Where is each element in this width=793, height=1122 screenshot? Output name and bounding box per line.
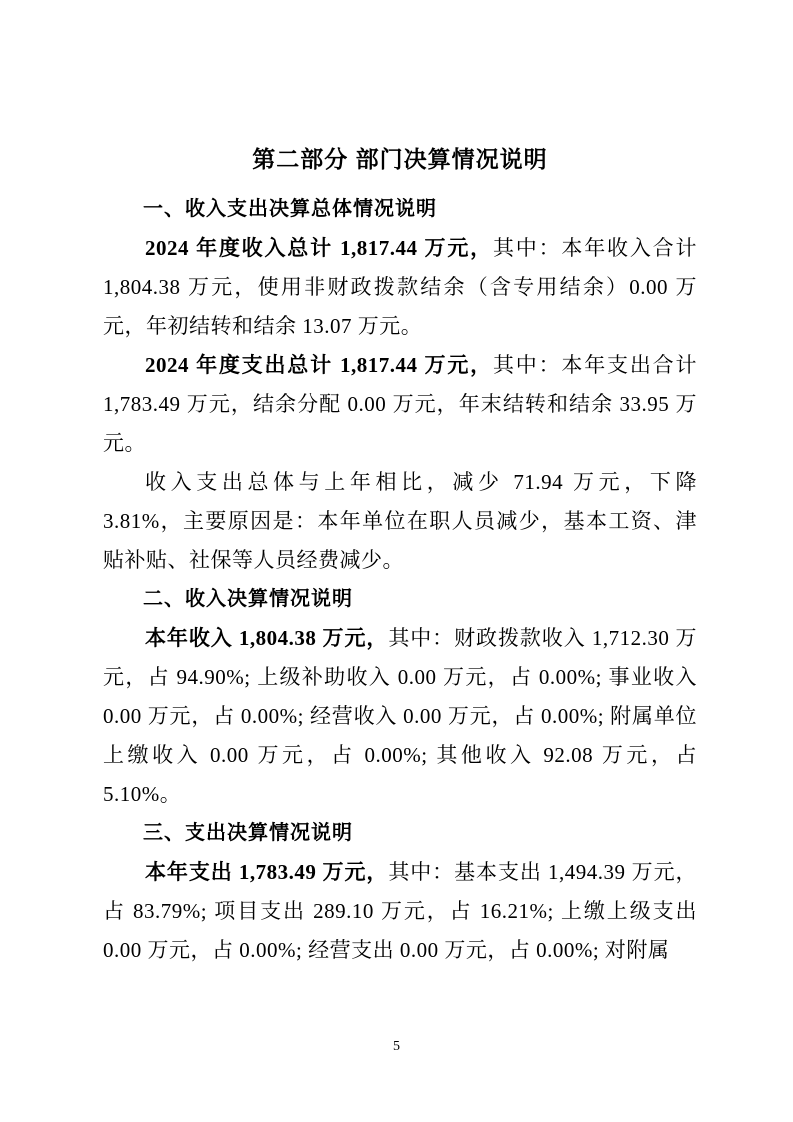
paragraph-lead-bold: 2024 年度收入总计 1,817.44 万元， xyxy=(145,236,493,260)
page-title: 第二部分 部门决算情况说明 xyxy=(252,146,548,172)
paragraph-text: 其中：财政拨款收入 1,712.30 万元，占 94.90%; 上级补助收入 0.00 万元，占 0.00%; 事业收入 0.00 万元，占 0.00%; 经营收入 0.00 万元，占 0.00%; 附属单位上缴收入 0.00 万元，占 0.00%; 其他收入 92.08 万元，占 5.10%。 xyxy=(103,626,698,806)
paragraph-lead-bold: 本年支出 1,783.49 万元， xyxy=(145,860,389,884)
paragraph-yearly-comparison xyxy=(103,463,697,580)
paragraph-expense-total xyxy=(103,346,697,463)
section-heading-1: 一、收入支出决算总体情况说明 xyxy=(143,198,437,220)
paragraph-text: 其中：本年支出合计 1,783.49 万元，结余分配 0.00 万元，年末结转和结余 33.95 万元。 xyxy=(103,353,697,455)
paragraph-text: 其中：基本支出 1,494.39 万元，占 83.79%; 项目支出 289.10 万元，占 16.21%; 上缴上级支出 0.00 万元，占 0.00%; 经营支出 0.00 万元，占 0.00%; 对附属 xyxy=(103,860,698,962)
paragraph-text: 其中：本年收入合计 1,804.38 万元，使用非财政拨款结余（含专用结余）0.00 万元，年初结转和结余 13.07 万元。 xyxy=(103,236,697,338)
paragraph-expense-detail xyxy=(103,853,697,970)
paragraph-lead-bold: 本年收入 1,804.38 万元， xyxy=(145,626,389,650)
document-content xyxy=(103,140,697,970)
section-heading-2: 二、收入决算情况说明 xyxy=(143,588,353,610)
paragraph-text: 收入支出总体与上年相比，减少 71.94 万元，下降 3.81%，主要原因是：本年单位在职人员减少，基本工资、津贴补贴、社保等人员经费减少。 xyxy=(103,470,697,572)
paragraph-income-detail xyxy=(103,619,697,814)
paragraph-lead-bold: 2024 年度支出总计 1,817.44 万元， xyxy=(145,353,493,377)
paragraph-income-total xyxy=(103,229,697,346)
page-number: 5 xyxy=(393,1039,400,1054)
section-heading-3: 三、支出决算情况说明 xyxy=(143,822,353,844)
